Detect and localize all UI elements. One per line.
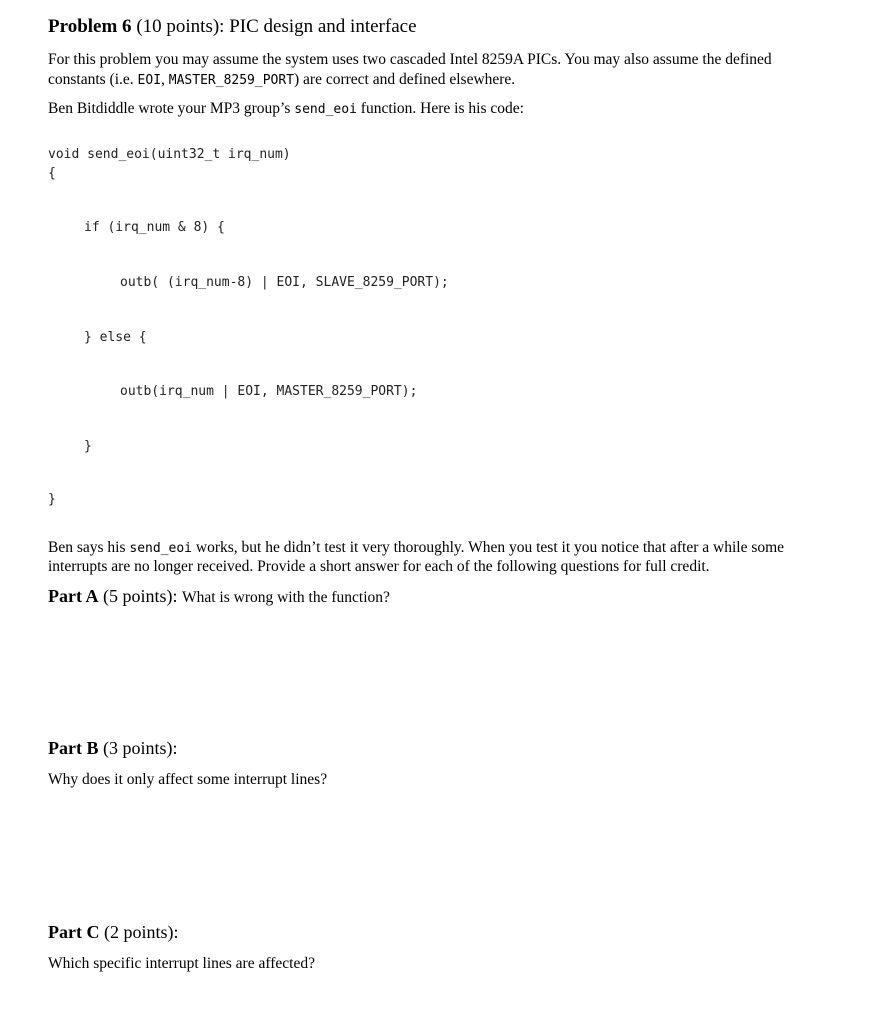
says-line-2: interrupts are no longer received. Provide a short answer for each of the following questions for full credit. <box>48 558 710 575</box>
code-else-line: } else { <box>84 330 147 345</box>
problem-label: Problem 6 <box>48 16 132 37</box>
problem-title <box>48 16 417 38</box>
part-b-label: Part B <box>48 738 99 758</box>
eoi-constant: EOI <box>137 73 162 88</box>
part-a-question: What is wrong with the function? <box>181 589 390 606</box>
code-open-brace: { <box>48 166 56 181</box>
send-eoi-inline-code-2: send_eoi <box>129 541 192 556</box>
problem-points: (10 points): <box>136 16 225 37</box>
part-b-heading <box>48 738 177 759</box>
code-master-outb: outb(irq_num | EOI, MASTER_8259_PORT); <box>120 384 418 399</box>
intro-text: constants (i.e. <box>48 71 138 88</box>
problem-topic: PIC design and interface <box>229 16 417 37</box>
part-a-label: Part A <box>48 586 99 606</box>
code-inner-close-brace: } <box>84 439 92 454</box>
says-line-1 <box>48 538 784 559</box>
send-eoi-inline-code: send_eoi <box>294 102 357 117</box>
master-port-constant: MASTER_8259_PORT <box>168 73 295 88</box>
part-c-heading <box>48 922 178 943</box>
says-text: Ben says his <box>48 539 130 556</box>
ben-text-end: function. Here is his code: <box>356 100 524 117</box>
code-close-brace: } <box>48 492 56 507</box>
part-c-question: Which specific interrupt lines are affected? <box>48 955 315 972</box>
intro-separator: , <box>161 71 169 88</box>
intro-text-end: ) are correct and defined elsewhere. <box>294 71 516 88</box>
part-a-heading <box>48 586 390 607</box>
code-if-line: if (irq_num & 8) { <box>84 220 225 235</box>
intro-line-2 <box>48 70 515 91</box>
part-c-label: Part C <box>48 922 100 942</box>
ben-line <box>48 99 524 120</box>
says-text-end: works, but he didn’t test it very thoroughly. When you test it you notice that after a while some <box>192 539 785 556</box>
part-b-question: Why does it only affect some interrupt lines? <box>48 771 328 788</box>
code-slave-outb: outb( (irq_num-8) | EOI, SLAVE_8259_PORT); <box>120 275 449 290</box>
part-c-points: (2 points): <box>103 922 179 942</box>
ben-text: Ben Bitdiddle wrote your MP3 group’s <box>48 100 295 117</box>
part-a-points: (5 points): <box>102 586 178 606</box>
code-signature: void send_eoi(uint32_t irq_num) <box>48 147 291 162</box>
intro-line-1: For this problem you may assume the system uses two cascaded Intel 8259A PICs. You may also assume the defined <box>48 51 772 68</box>
part-b-points: (3 points): <box>102 738 178 758</box>
